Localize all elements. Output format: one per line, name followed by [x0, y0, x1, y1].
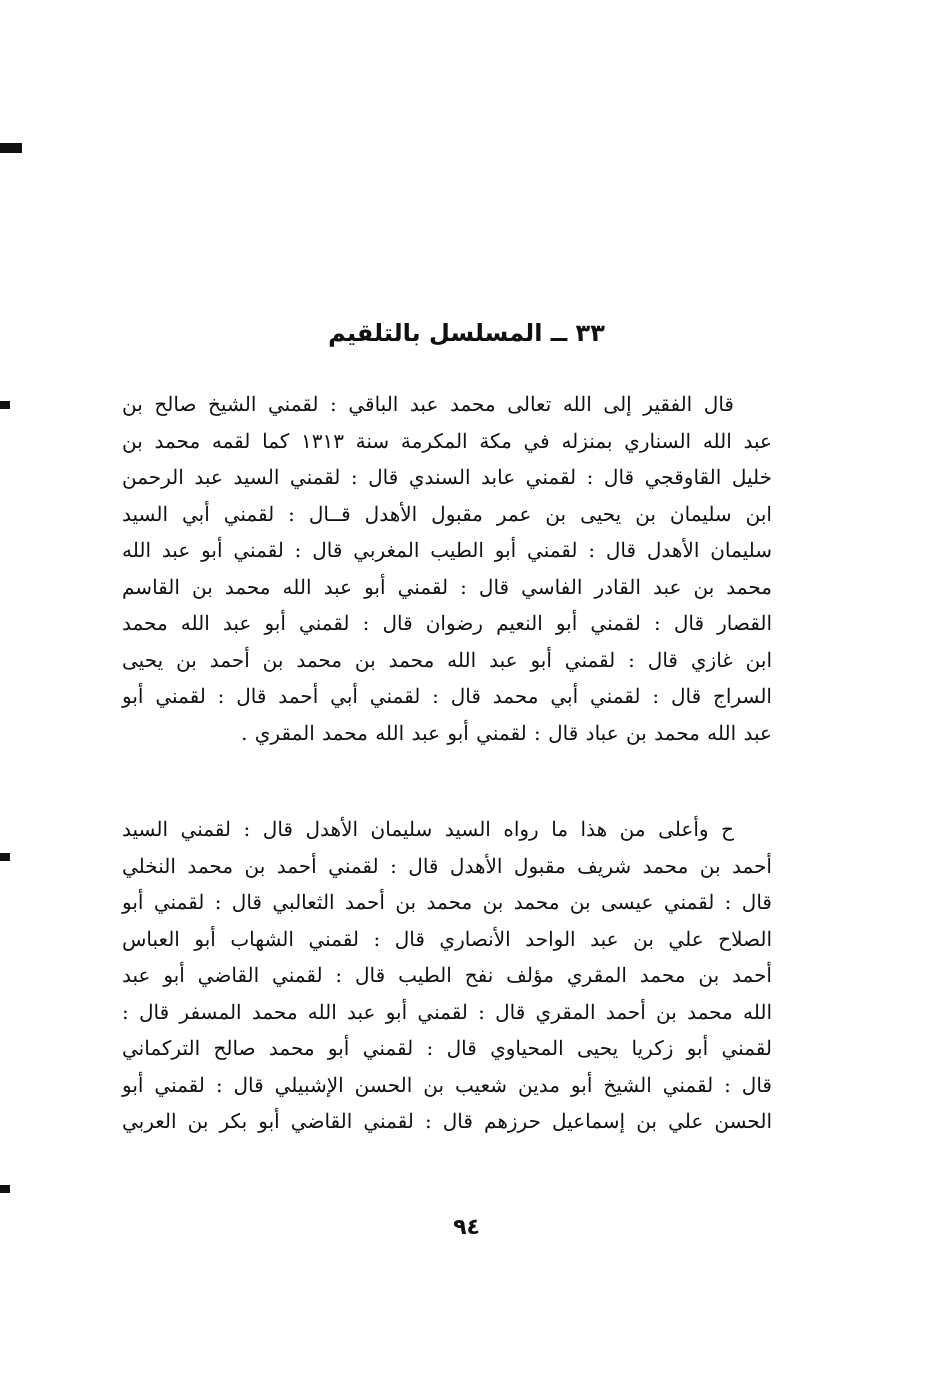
- text-line: عبد الله السناري بمنزله في مكة المكرمة سنة ١٣١٣ كما لقمه محمد بن: [122, 428, 772, 453]
- paragraph-2: [122, 811, 772, 1140]
- text-line: الصلاح علي بن عبد الواحد الأنصاري قال : لقمني الشهاب أبو العباس: [122, 926, 772, 951]
- scan-edge-mark: [0, 143, 22, 153]
- scan-edge-mark: [0, 1185, 10, 1193]
- text-line: سليمان الأهدل قال : لقمني أبو الطيب المغربي قال : لقمني أبو عبد الله: [122, 538, 772, 562]
- scan-edge-mark: [0, 853, 10, 861]
- text-line: الله محمد بن أحمد المقري قال : لقمني أبو عبد الله محمد المسفر قال :: [122, 999, 772, 1024]
- text-line: لقمني أبو زكريا يحيى المحياوي قال : لقمني أبو محمد صالح التركماني: [122, 1036, 772, 1060]
- text-line: ابن سليمان بن يحيى بن عمر مقبول الأهدل قــال : لقمني أبي السيد: [122, 501, 772, 526]
- text-line: قال : لقمني الشيخ أبو مدين شعيب بن الحسن الإشبيلي قال : لقمني أبو: [122, 1072, 772, 1097]
- text-line: السراج قال : لقمني أبي محمد قال : لقمني أبي أحمد قال : لقمني أبو: [122, 684, 772, 708]
- text-line: الحسن علي بن إسماعيل حرزهم قال : لقمني القاضي أبو بكر بن العربي: [122, 1109, 772, 1133]
- text-line: محمد بن عبد القادر الفاسي قال : لقمني أبو عبد الله محمد بن القاسم: [122, 574, 772, 599]
- page-number: ٩٤: [453, 1215, 480, 1240]
- text-line: القصار قال : لقمني أبو النعيم رضوان قال : لقمني أبو عبد الله محمد: [122, 611, 772, 635]
- text-line: قال الفقير إلى الله تعالى محمد عبد الباقي : لقمني الشيخ صالح بن: [122, 392, 734, 416]
- text-line: خليل القاوقجي قال : لقمني عابد السندي قال : لقمني السيد عبد الرحمن: [122, 465, 772, 489]
- chapter-heading: ٣٣ ــ المسلسل بالتلقيم: [328, 319, 605, 347]
- text-line: ابن غازي قال : لقمني أبو عبد الله محمد بن محمد بن أحمد بن يحيى: [122, 647, 772, 672]
- text-line: عبد الله محمد بن عباد قال : لقمني أبو عبد الله محمد المقري .: [241, 720, 772, 745]
- scan-edge-mark: [0, 401, 10, 409]
- text-line: أحمد بن محمد المقري مؤلف نفح الطيب قال : لقمني القاضي أبو عبد: [122, 963, 772, 987]
- paragraph-1: [122, 386, 772, 751]
- text-line: ح وأعلى من هذا ما رواه السيد سليمان الأهدل قال : لقمني السيد: [122, 817, 734, 841]
- text-line: قال : لقمني عيسى بن محمد بن محمد بن أحمد الثعالبي قال : لقمني أبو: [122, 890, 772, 914]
- text-line: أحمد بن محمد شريف مقبول الأهدل قال : لقمني أحمد بن محمد النخلي: [122, 853, 772, 878]
